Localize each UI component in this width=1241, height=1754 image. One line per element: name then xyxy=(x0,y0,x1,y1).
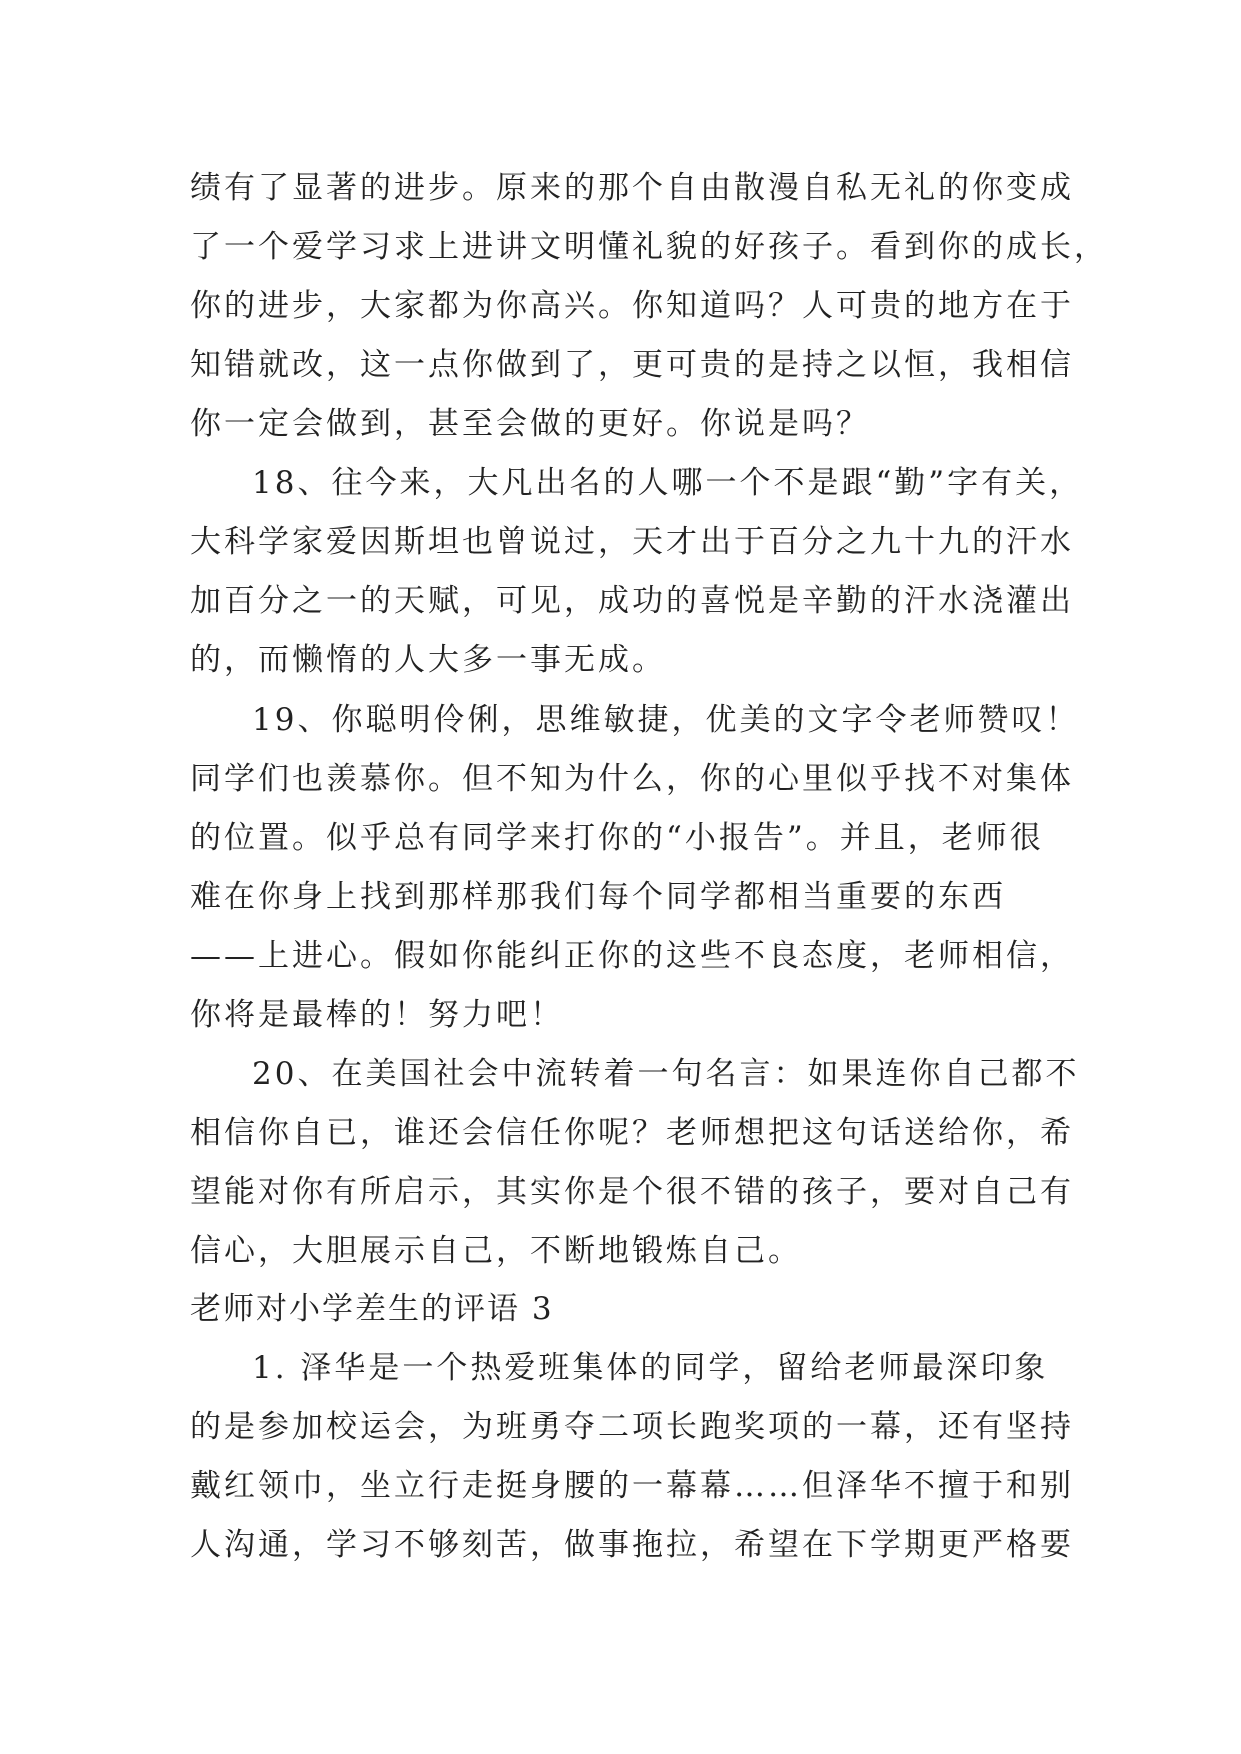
section-heading: 老师对小学差生的评语 3 xyxy=(190,1291,554,1327)
paragraph-1-start: 1. 泽华是一个热爱班集体的同学，留给老师最深印象 xyxy=(252,1350,1049,1386)
text-line: 你的进步，大家都为你高兴。你知道吗？人可贵的地方在于 xyxy=(190,288,1074,324)
text-line: 难在你身上找到那样那我们每个同学都相当重要的东西 xyxy=(190,879,1006,915)
paragraph-20-start: 20、在美国社会中流转着一句名言：如果连你自己都不 xyxy=(252,1056,1080,1092)
text-line: 人沟通，学习不够刻苦，做事拖拉，希望在下学期更严格要 xyxy=(190,1527,1074,1563)
text-line: 戴红领巾，坐立行走挺身腰的一幕幕……但泽华不擅于和别 xyxy=(190,1468,1074,1504)
text-line: 大科学家爱因斯坦也曾说过，天才出于百分之九十九的汗水 xyxy=(190,524,1074,560)
text-line: 的，而懒惰的人大多一事无成。 xyxy=(190,642,666,678)
text-line: 望能对你有所启示，其实你是个很不错的孩子，要对自己有 xyxy=(190,1174,1074,1210)
text-line: 绩有了显著的进步。原来的那个自由散漫自私无礼的你变成 xyxy=(190,170,1074,206)
text-line: 相信你自已，谁还会信任你呢？老师想把这句话送给你，希 xyxy=(190,1115,1074,1151)
text-line: 你将是最棒的！努力吧！ xyxy=(190,997,564,1033)
text-line: 你一定会做到，甚至会做的更好。你说是吗？ xyxy=(190,406,870,442)
paragraph-18-start: 18、往今来，大凡出名的人哪一个不是跟“勤”字有关， xyxy=(252,465,1084,501)
text-line: 同学们也羡慕你。但不知为什么，你的心里似乎找不对集体 xyxy=(190,761,1074,797)
text-line: 加百分之一的天赋，可见，成功的喜悦是辛勤的汗水浇灌出 xyxy=(190,583,1074,619)
text-line: 知错就改，这一点你做到了，更可贵的是持之以恒，我相信 xyxy=(190,347,1074,383)
text-line: 的是参加校运会，为班勇夺二项长跑奖项的一幕，还有坚持 xyxy=(190,1409,1074,1445)
paragraph-19-start: 19、你聪明伶俐，思维敏捷，优美的文字令老师赞叹！ xyxy=(252,702,1080,738)
text-line: 信心，大胆展示自己，不断地锻炼自己。 xyxy=(190,1233,802,1269)
text-line: ——上进心。假如你能纠正你的这些不良态度，老师相信， xyxy=(190,938,1074,974)
text-line: 的位置。似乎总有同学来打你的“小报告”。并且，老师很 xyxy=(190,820,1044,856)
text-line: 了一个爱学习求上进讲文明懂礼貌的好孩子。看到你的成长， xyxy=(190,229,1108,265)
